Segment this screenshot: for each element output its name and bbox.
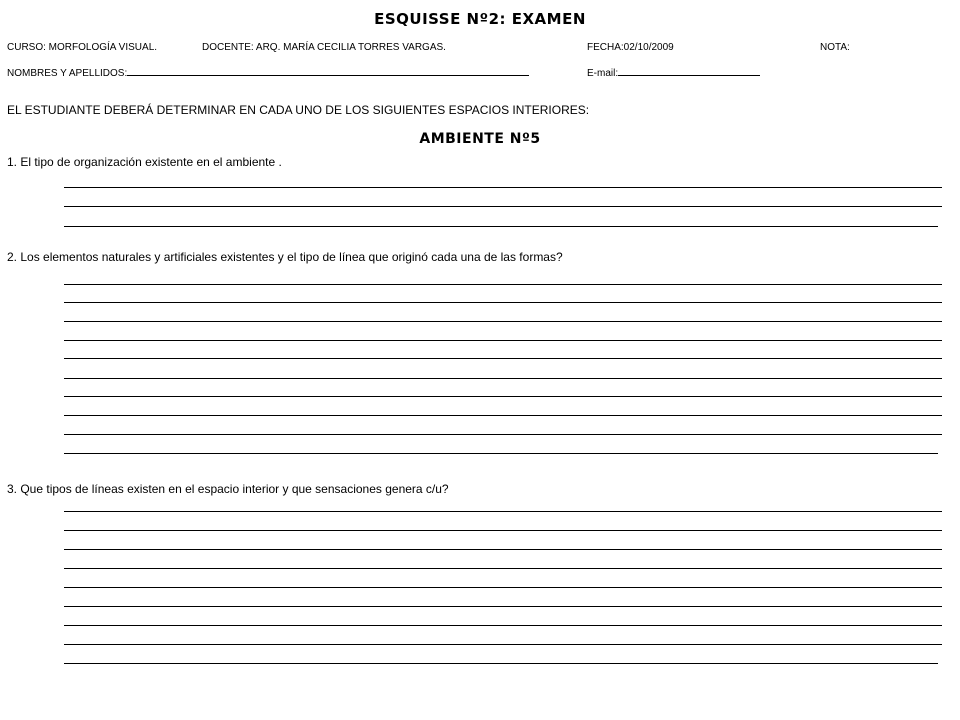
- instruction-text: EL ESTUDIANTE DEBERÁ DETERMINAR EN CADA UNO DE LOS SIGUIENTES ESPACIOS INTERIORES:: [7, 103, 590, 117]
- answer-line[interactable]: [64, 568, 942, 569]
- course-label: CURSO: MORFOLOGÍA VISUAL.: [7, 42, 158, 53]
- answer-line[interactable]: [64, 587, 942, 588]
- ambiente-title: AMBIENTE Nº5: [419, 131, 541, 147]
- question-1: 1. El tipo de organización existente en el ambiente .: [7, 155, 282, 169]
- names-field[interactable]: [7, 66, 529, 79]
- answer-line[interactable]: [64, 284, 942, 285]
- exam-title: ESQUISSE Nº2: EXAMEN: [374, 10, 586, 28]
- answer-line[interactable]: [64, 321, 942, 322]
- answer-line[interactable]: [64, 511, 942, 512]
- teacher-label: DOCENTE: ARQ. MARÍA CECILIA TORRES VARGAS.: [202, 42, 446, 53]
- answer-line[interactable]: [64, 625, 942, 626]
- answer-line[interactable]: [64, 340, 942, 341]
- answer-line[interactable]: [64, 187, 942, 188]
- email-underline[interactable]: [618, 66, 760, 76]
- answer-line[interactable]: [64, 358, 942, 359]
- answer-line[interactable]: [64, 606, 942, 607]
- date-label: FECHA:02/10/2009: [587, 42, 674, 53]
- question-2: 2. Los elementos naturales y artificiales existentes y el tipo de línea que originó cada una de las formas?: [7, 250, 563, 264]
- answer-line[interactable]: [64, 302, 942, 303]
- grade-label: NOTA:: [820, 42, 850, 53]
- answer-line[interactable]: [64, 549, 942, 550]
- answer-line[interactable]: [64, 663, 938, 664]
- answer-line[interactable]: [64, 206, 942, 207]
- names-underline[interactable]: [127, 66, 529, 76]
- answer-line[interactable]: [64, 530, 942, 531]
- answer-line[interactable]: [64, 415, 942, 416]
- answer-line[interactable]: [64, 396, 942, 397]
- email-field[interactable]: [587, 66, 760, 79]
- answer-line[interactable]: [64, 434, 942, 435]
- question-3: 3. Que tipos de líneas existen en el espacio interior y que sensaciones genera c/u?: [7, 482, 449, 496]
- answer-line[interactable]: [64, 453, 938, 454]
- answer-line[interactable]: [64, 226, 938, 227]
- answer-line[interactable]: [64, 644, 942, 645]
- names-label: NOMBRES Y APELLIDOS:: [7, 68, 128, 79]
- answer-line[interactable]: [64, 378, 942, 379]
- email-label: E-mail:: [587, 68, 619, 79]
